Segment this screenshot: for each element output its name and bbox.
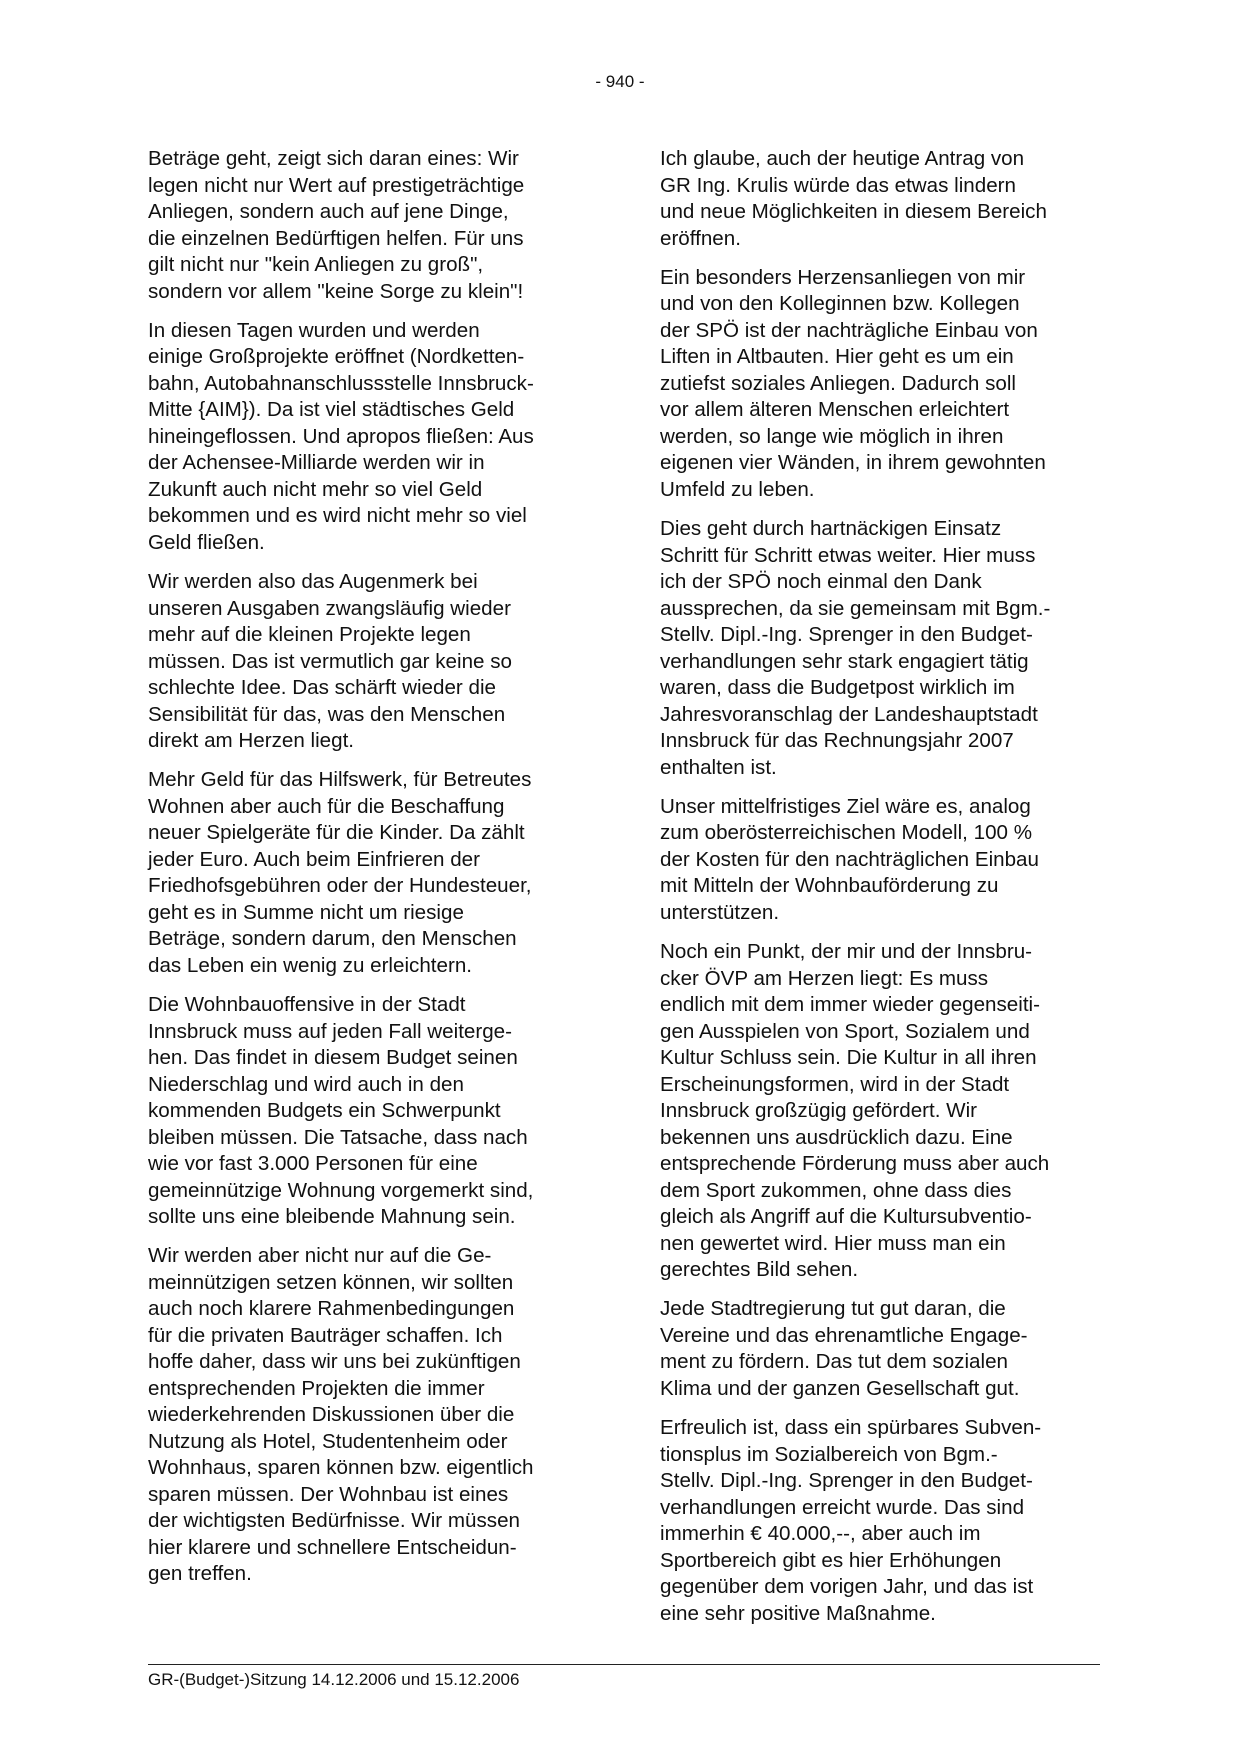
text-line: unseren Ausgaben zwangsläufig wieder xyxy=(148,596,511,620)
paragraph xyxy=(660,265,1100,504)
paragraph xyxy=(660,794,1100,927)
text-line: ment zu fördern. Das tut dem sozialen xyxy=(660,1350,1008,1374)
text-line: kommenden Budgets ein Schwerpunkt xyxy=(148,1099,501,1123)
text-line: Umfeld zu leben. xyxy=(660,477,815,501)
right-column xyxy=(660,146,1100,1640)
text-line: Innsbruck großzügig gefördert. Wir xyxy=(660,1099,978,1123)
text-line: unterstützen. xyxy=(660,900,780,924)
text-line: eine sehr positive Maßnahme. xyxy=(660,1601,936,1625)
text-line: Zukunft auch nicht mehr so viel Geld xyxy=(148,477,483,501)
text-line: Sensibilität für das, was den Menschen xyxy=(148,702,506,726)
text-line: sollte uns eine bleibende Mahnung sein. xyxy=(148,1205,516,1229)
left-column xyxy=(148,146,588,1601)
paragraph xyxy=(148,992,588,1231)
text-line: sondern vor allem "keine Sorge zu klein"! xyxy=(148,279,524,303)
text-line: bekennen uns ausdrücklich dazu. Eine xyxy=(660,1125,1013,1149)
text-line: gemeinnützige Wohnung vorgemerkt sind, xyxy=(148,1178,534,1202)
text-line: Nutzung als Hotel, Studentenheim oder xyxy=(148,1429,508,1453)
text-line: hier klarere und schnellere Entscheidun- xyxy=(148,1535,517,1559)
text-line: aussprechen, da sie gemeinsam mit Bgm.- xyxy=(660,596,1051,620)
text-line: ich der SPÖ noch einmal den Dank xyxy=(660,570,982,594)
paragraph xyxy=(148,767,588,979)
text-line: der SPÖ ist der nachträgliche Einbau von xyxy=(660,318,1038,342)
text-line: GR Ing. Krulis würde das etwas lindern xyxy=(660,173,1016,197)
text-line: sparen müssen. Der Wohnbau ist eines xyxy=(148,1482,509,1506)
text-line: enthalten ist. xyxy=(660,755,777,779)
text-line: gerechtes Bild sehen. xyxy=(660,1258,859,1282)
text-line: gegenüber dem vorigen Jahr, und das ist xyxy=(660,1575,1034,1599)
text-line: Geld fließen. xyxy=(148,530,265,554)
text-line: Noch ein Punkt, der mir und der Innsbru- xyxy=(660,940,1033,964)
text-line: Jahresvoranschlag der Landeshauptstadt xyxy=(660,702,1038,726)
text-line: jeder Euro. Auch beim Einfrieren der xyxy=(148,847,480,871)
text-line: Erscheinungsformen, wird in der Stadt xyxy=(660,1072,1010,1096)
text-line: Wir werden aber nicht nur auf die Ge- xyxy=(148,1244,492,1268)
text-line: Schritt für Schritt etwas weiter. Hier muss xyxy=(660,543,1036,567)
text-line: Erfreulich ist, dass ein spürbares Subven- xyxy=(660,1416,1042,1440)
footer-text: GR-(Budget-)Sitzung 14.12.2006 und 15.12.2006 xyxy=(148,1670,520,1689)
text-line: immerhin € 40.000,--, aber auch im xyxy=(660,1522,981,1546)
text-line: für die privaten Bauträger schaffen. Ich xyxy=(148,1323,503,1347)
text-line: wiederkehrenden Diskussionen über die xyxy=(148,1403,515,1427)
text-line: Stellv. Dipl.-Ing. Sprenger in den Budget- xyxy=(660,1469,1033,1493)
text-line: gen Ausspielen von Sport, Sozialem und xyxy=(660,1019,1030,1043)
text-line: Ich glaube, auch der heutige Antrag von xyxy=(660,147,1025,170)
text-line: Ein besonders Herzensanliegen von mir xyxy=(660,265,1026,289)
paragraph xyxy=(660,146,1100,252)
paragraph xyxy=(148,1243,588,1588)
text-line: bahn, Autobahnanschlussstelle Innsbruck- xyxy=(148,371,534,395)
text-line: verhandlungen sehr stark engagiert tätig xyxy=(660,649,1029,673)
text-line: Innsbruck für das Rechnungsjahr 2007 xyxy=(660,729,1014,753)
paragraph xyxy=(660,516,1100,781)
paragraph xyxy=(148,318,588,557)
text-line: schlechte Idee. Das schärft wieder die xyxy=(148,676,496,700)
text-line: Jede Stadtregierung tut gut daran, die xyxy=(660,1297,1006,1321)
text-line: müssen. Das ist vermutlich gar keine so xyxy=(148,649,512,673)
text-line: Wir werden also das Augenmerk bei xyxy=(148,570,478,594)
text-line: In diesen Tagen wurden und werden xyxy=(148,318,480,342)
text-line: tionsplus im Sozialbereich von Bgm.- xyxy=(660,1442,998,1466)
text-line: Die Wohnbauoffensive in der Stadt xyxy=(148,993,466,1017)
text-line: bekommen und es wird nicht mehr so viel xyxy=(148,504,527,528)
text-line: endlich mit dem immer wieder gegenseiti- xyxy=(660,993,1040,1017)
text-line: der Achensee-Milliarde werden wir in xyxy=(148,451,485,475)
text-line: Wohnen aber auch für die Beschaffung xyxy=(148,794,505,818)
text-line: entsprechenden Projekten die immer xyxy=(148,1376,485,1400)
text-line: zutiefst soziales Anliegen. Dadurch soll xyxy=(660,371,1017,395)
text-line: entsprechende Förderung muss aber auch xyxy=(660,1152,1050,1176)
text-line: neuer Spielgeräte für die Kinder. Da zählt xyxy=(148,821,525,845)
text-line: der wichtigsten Bedürfnisse. Wir müssen xyxy=(148,1509,520,1533)
text-line: hineingeflossen. Und apropos fließen: Aus xyxy=(148,424,534,448)
text-line: Niederschlag und wird auch in den xyxy=(148,1072,464,1096)
text-line: Dies geht durch hartnäckigen Einsatz xyxy=(660,517,1002,541)
text-line: verhandlungen erreicht wurde. Das sind xyxy=(660,1495,1025,1519)
text-line: gen treffen. xyxy=(148,1562,252,1586)
text-line: Friedhofsgebühren oder der Hundesteuer, xyxy=(148,874,532,898)
paragraph xyxy=(660,1296,1100,1402)
text-line: direkt am Herzen liegt. xyxy=(148,729,355,753)
text-line: cker ÖVP am Herzen liegt: Es muss xyxy=(660,966,989,990)
text-line: waren, dass die Budgetpost wirklich im xyxy=(660,676,1015,700)
text-line: Beträge, sondern darum, den Menschen xyxy=(148,927,517,951)
text-line: hen. Das findet in diesem Budget seinen xyxy=(148,1046,518,1070)
paragraph xyxy=(148,146,588,305)
text-line: vor allem älteren Menschen erleichtert xyxy=(660,398,1010,422)
text-line: Sportbereich gibt es hier Erhöhungen xyxy=(660,1548,1002,1572)
text-line: legen nicht nur Wert auf prestigeträchtige xyxy=(148,173,525,197)
text-line: zum oberösterreichischen Modell, 100 % xyxy=(660,821,1033,845)
text-line: Wohnhaus, sparen können bzw. eigentlich xyxy=(148,1456,534,1480)
text-line: der Kosten für den nachträglichen Einbau xyxy=(660,847,1039,871)
page-number: - 940 - xyxy=(595,72,645,91)
text-line: hoffe daher, dass wir uns bei zukünftigen xyxy=(148,1350,521,1374)
text-line: nen gewertet wird. Hier muss man ein xyxy=(660,1231,1006,1255)
text-line: Innsbruck muss auf jeden Fall weiterge- xyxy=(148,1019,512,1043)
text-line: eröffnen. xyxy=(660,226,741,250)
text-line: bleiben müssen. Die Tatsache, dass nach xyxy=(148,1125,528,1149)
text-line: und von den Kolleginnen bzw. Kollegen xyxy=(660,292,1020,316)
text-line: Kultur Schluss sein. Die Kultur in all ihren xyxy=(660,1046,1037,1070)
text-line: das Leben ein wenig zu erleichtern. xyxy=(148,953,472,977)
text-line: gilt nicht nur "kein Anliegen zu groß", xyxy=(148,253,484,276)
text-line: Mitte {AIM}). Da ist viel städtisches Geld xyxy=(148,398,515,422)
footer-divider xyxy=(148,1664,1100,1665)
text-line: gleich als Angriff auf die Kultursubventio- xyxy=(660,1205,1032,1229)
text-line: Liften in Altbauten. Hier geht es um ein xyxy=(660,345,1014,369)
text-line: Klima und der ganzen Gesellschaft gut. xyxy=(660,1376,1020,1400)
text-line: meinnützigen setzen können, wir sollten xyxy=(148,1270,514,1294)
text-line: Beträge geht, zeigt sich daran eines: Wir xyxy=(148,147,519,170)
text-line: Mehr Geld für das Hilfswerk, für Betreutes xyxy=(148,768,532,792)
text-line: wie vor fast 3.000 Personen für eine xyxy=(148,1152,478,1176)
paragraph xyxy=(148,569,588,755)
text-line: dem Sport zukommen, ohne dass dies xyxy=(660,1178,1012,1202)
text-line: Unser mittelfristiges Ziel wäre es, analog xyxy=(660,794,1031,818)
text-line: Vereine und das ehrenamtliche Engage- xyxy=(660,1323,1028,1347)
text-line: auch noch klarere Rahmenbedingungen xyxy=(148,1297,515,1321)
text-line: mit Mitteln der Wohnbauförderung zu xyxy=(660,874,999,898)
text-line: eigenen vier Wänden, in ihrem gewohnten xyxy=(660,451,1046,475)
text-line: und neue Möglichkeiten in diesem Bereich xyxy=(660,200,1047,223)
text-line: die einzelnen Bedürftigen helfen. Für uns xyxy=(148,226,524,250)
paragraph xyxy=(660,939,1100,1284)
paragraph xyxy=(660,1415,1100,1627)
text-line: Stellv. Dipl.-Ing. Sprenger in den Budget- xyxy=(660,623,1033,647)
text-line: einige Großprojekte eröffnet (Nordketten- xyxy=(148,345,525,369)
text-line: Anliegen, sondern auch auf jene Dinge, xyxy=(148,200,509,223)
text-line: mehr auf die kleinen Projekte legen xyxy=(148,623,471,647)
text-line: werden, so lange wie möglich in ihren xyxy=(660,424,1004,448)
text-line: geht es in Summe nicht um riesige xyxy=(148,900,464,924)
